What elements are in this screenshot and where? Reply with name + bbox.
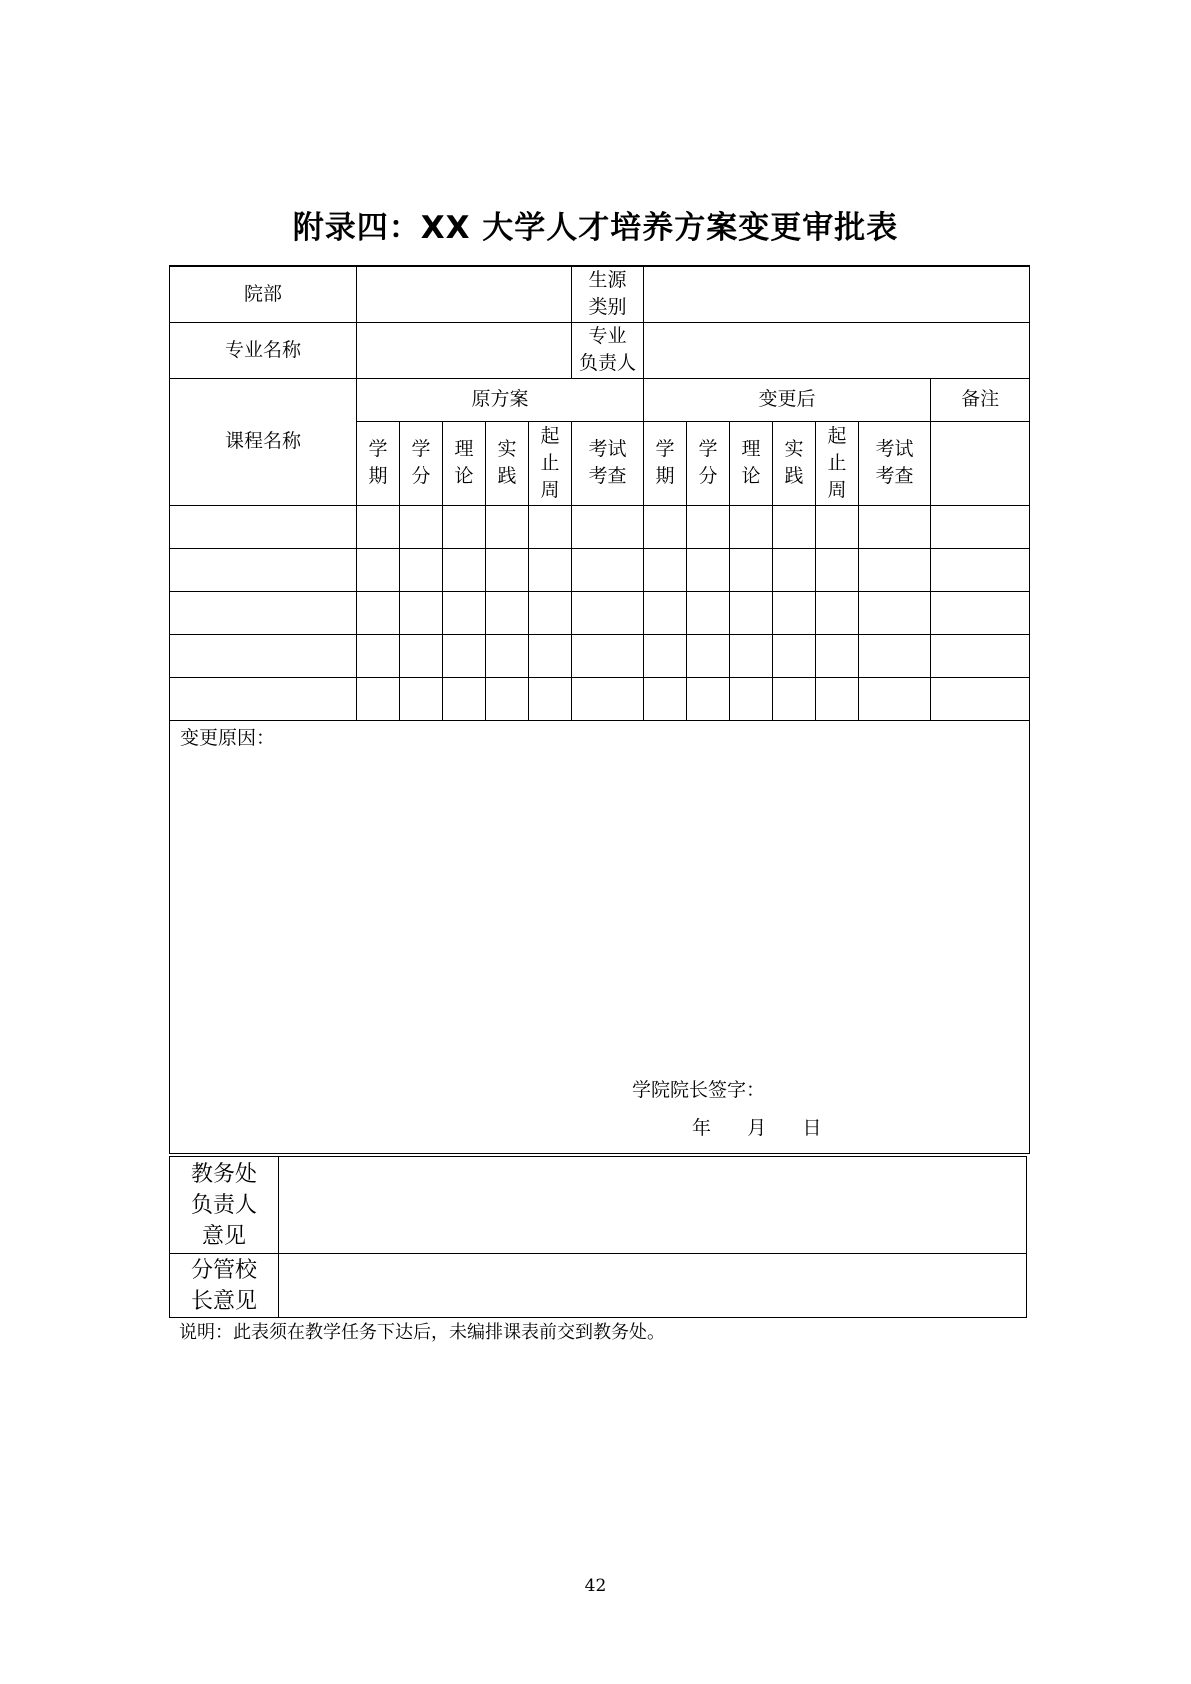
source-type-field[interactable]	[644, 266, 1030, 322]
form-title: 附录四：XX 大学人才培养方案变更审批表	[292, 210, 899, 246]
table-cell[interactable]	[400, 634, 443, 677]
table-cell[interactable]	[529, 591, 572, 634]
table-cell[interactable]	[486, 677, 529, 720]
table-row	[170, 505, 1030, 548]
table-row	[170, 634, 1030, 677]
table-cell[interactable]	[730, 548, 773, 591]
table-cell[interactable]	[816, 505, 859, 548]
original-plan-label: 原方案	[357, 378, 644, 421]
table-cell[interactable]	[529, 634, 572, 677]
academic-affairs-opinion-field[interactable]	[279, 1157, 1027, 1254]
table-cell[interactable]	[773, 634, 816, 677]
table-cell[interactable]	[572, 505, 644, 548]
table-cell[interactable]	[931, 548, 1030, 591]
approval-table	[169, 1156, 1027, 1318]
table-cell[interactable]	[773, 548, 816, 591]
changed-plan-label: 变更后	[644, 378, 931, 421]
table-cell[interactable]	[816, 591, 859, 634]
table-cell[interactable]	[816, 548, 859, 591]
table-cell[interactable]	[572, 634, 644, 677]
major-name-field[interactable]	[357, 322, 572, 378]
orig-credit-text: 学 分	[411, 438, 431, 487]
orig-semester-text: 学 期	[368, 438, 388, 487]
course-name-label: 课程名称	[170, 378, 357, 505]
table-cell[interactable]	[644, 548, 687, 591]
change-reason-field[interactable]	[170, 720, 1030, 1153]
new-weeks-header	[816, 421, 859, 505]
new-theory-header	[730, 421, 773, 505]
table-cell[interactable]	[931, 634, 1030, 677]
table-cell[interactable]	[170, 505, 357, 548]
table-cell[interactable]	[931, 677, 1030, 720]
table-cell[interactable]	[486, 591, 529, 634]
table-cell[interactable]	[859, 505, 931, 548]
table-cell[interactable]	[687, 505, 730, 548]
table-cell[interactable]	[357, 548, 400, 591]
table-cell[interactable]	[572, 591, 644, 634]
table-cell[interactable]	[170, 548, 357, 591]
table-cell[interactable]	[816, 677, 859, 720]
table-cell[interactable]	[859, 548, 931, 591]
department-field[interactable]	[357, 266, 572, 322]
table-cell[interactable]	[644, 505, 687, 548]
table-cell[interactable]	[730, 505, 773, 548]
table-cell[interactable]	[529, 677, 572, 720]
table-cell[interactable]	[572, 677, 644, 720]
table-cell[interactable]	[357, 591, 400, 634]
table-cell[interactable]	[357, 677, 400, 720]
table-cell[interactable]	[486, 505, 529, 548]
new-credit-text: 学 分	[698, 438, 718, 487]
orig-weeks-text: 起 止 周	[540, 424, 560, 501]
table-cell[interactable]	[443, 677, 486, 720]
new-exam-header	[859, 421, 931, 505]
major-name-label: 专业名称	[170, 322, 357, 378]
remarks-label: 备注	[931, 378, 1030, 421]
table-cell[interactable]	[443, 548, 486, 591]
table-cell[interactable]	[730, 677, 773, 720]
table-cell[interactable]	[572, 548, 644, 591]
table-cell[interactable]	[859, 677, 931, 720]
table-cell[interactable]	[816, 634, 859, 677]
table-cell[interactable]	[773, 505, 816, 548]
major-head-label	[572, 322, 644, 378]
vice-president-opinion-text: 分管校 长意见	[190, 1257, 257, 1314]
table-row	[170, 591, 1030, 634]
table-cell[interactable]	[443, 505, 486, 548]
new-practice-text: 实 践	[784, 438, 804, 487]
form-note: 说明：此表须在教学任务下达后，未编排课表前交到教务处。	[179, 1322, 665, 1343]
source-type-text: 生源 类别	[588, 269, 627, 319]
date-label: 年 月 日	[692, 1116, 822, 1139]
table-cell[interactable]	[170, 634, 357, 677]
table-row	[170, 677, 1030, 720]
new-exam-text: 考试 考查	[875, 438, 914, 487]
orig-weeks-header	[529, 421, 572, 505]
table-cell[interactable]	[859, 591, 931, 634]
table-cell[interactable]	[773, 591, 816, 634]
table-cell[interactable]	[931, 591, 1030, 634]
change-approval-table	[169, 265, 1030, 1154]
table-cell[interactable]	[170, 677, 357, 720]
table-cell[interactable]	[357, 505, 400, 548]
table-cell[interactable]	[931, 505, 1030, 548]
table-cell[interactable]	[687, 591, 730, 634]
table-cell[interactable]	[486, 634, 529, 677]
orig-practice-text: 实 践	[497, 438, 517, 487]
source-type-label	[572, 266, 644, 322]
table-row	[170, 548, 1030, 591]
table-cell[interactable]	[529, 548, 572, 591]
academic-affairs-opinion-label	[170, 1157, 279, 1254]
orig-practice-header	[486, 421, 529, 505]
orig-theory-text: 理 论	[454, 438, 474, 487]
new-semester-header	[644, 421, 687, 505]
major-head-text: 专业 负责人	[579, 325, 637, 374]
new-weeks-text: 起 止 周	[827, 424, 847, 501]
orig-semester-header	[357, 421, 400, 505]
major-head-field[interactable]	[644, 322, 1030, 378]
vice-president-opinion-field[interactable]	[279, 1254, 1027, 1318]
table-cell[interactable]	[529, 505, 572, 548]
new-credit-header	[687, 421, 730, 505]
orig-theory-header	[443, 421, 486, 505]
academic-affairs-opinion-text: 教务处 负责人 意见	[190, 1161, 257, 1249]
table-cell[interactable]	[357, 634, 400, 677]
new-semester-text: 学 期	[655, 438, 675, 487]
table-cell[interactable]	[400, 548, 443, 591]
vice-president-opinion-label	[170, 1254, 279, 1318]
department-label: 院部	[170, 266, 357, 322]
table-cell[interactable]	[730, 634, 773, 677]
dean-signature-label: 学院院长签字：	[632, 1078, 766, 1101]
table-cell[interactable]	[443, 591, 486, 634]
table-cell[interactable]	[859, 634, 931, 677]
table-cell[interactable]	[486, 548, 529, 591]
table-cell[interactable]	[687, 548, 730, 591]
table-cell[interactable]	[443, 634, 486, 677]
table-cell[interactable]	[400, 505, 443, 548]
table-cell[interactable]	[400, 677, 443, 720]
orig-exam-text: 考试 考查	[588, 438, 627, 487]
table-cell[interactable]	[644, 591, 687, 634]
table-cell[interactable]	[687, 677, 730, 720]
change-reason-label: 变更原因：	[180, 726, 276, 749]
remarks-header-blank	[931, 421, 1030, 505]
table-cell[interactable]	[773, 677, 816, 720]
table-cell[interactable]	[687, 634, 730, 677]
table-cell[interactable]	[730, 591, 773, 634]
table-cell[interactable]	[400, 591, 443, 634]
table-cell[interactable]	[644, 677, 687, 720]
orig-exam-header	[572, 421, 644, 505]
table-cell[interactable]	[170, 591, 357, 634]
new-theory-text: 理 论	[741, 438, 761, 487]
page-number: 42	[584, 1576, 607, 1596]
new-practice-header	[773, 421, 816, 505]
orig-credit-header	[400, 421, 443, 505]
table-cell[interactable]	[644, 634, 687, 677]
